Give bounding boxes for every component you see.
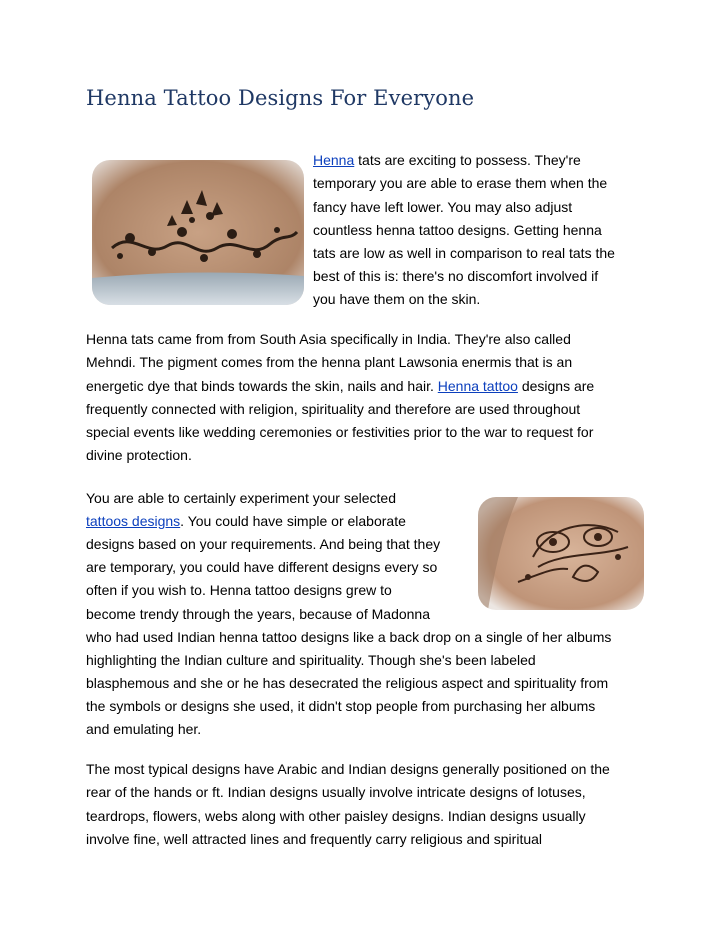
lower-back-henna-photo [92,160,304,305]
tattoos-designs-link[interactable]: tattoos designs [86,513,181,529]
henna-link[interactable]: Henna [313,152,355,168]
henna-tattoo-link[interactable]: Henna tattoo [437,378,518,394]
document-title: Henna Tattoo Designs For Everyone [86,86,475,110]
document-page: Henna Tattoo Designs For Everyone Henna tats are exciting to possess. They're temporary you are able to erase them when the fancy have left lower. You may also adjust countless henna tattoo designs. Getting henna tats are low as well in comparison to real tats the best of this is: there's no discomfort involved if you have them on the skin. Henna tats came from from South Asia specifically in India. They're also called Mehndi. The pigment comes from the henna plant Lawsonia enermis that is an energetic dye that binds towards the skin, nails and hair. Henna tattoo designs are frequently connected with religion, spirituality and therefore are used throughout special events like wedding ceremonies or festivities prior to the war to request for divine protection. You are able to certainly experiment your selected tattoos designs. You could have simple or elaborate designs based on your requirements. And being that they are temporary, you could have different designs every so often if you wish to. Henna tattoo designs grew to become trendy through the years, because of Madonna who had used Indian henna tattoo designs like a back drop on a single of her albums highlighting the Indian culture and spirituality. Though she's been labeled blasphemous and she or he has desecrated the religious aspect and spirituality from the symbols or designs she used, it didn't stop people from purchasing her albums and emulating her. The most typical designs have Arabic and Indian designs generally positioned on the rear of the hands or ft. Indian designs usually involve intricate designs of lotuses, teardrops, flowers, webs along with other paisley designs. Indian designs usually involve fine, well attracted lines and frequently carry religious and spiritual [0,0,728,943]
shoulder-henna-photo [478,497,644,610]
